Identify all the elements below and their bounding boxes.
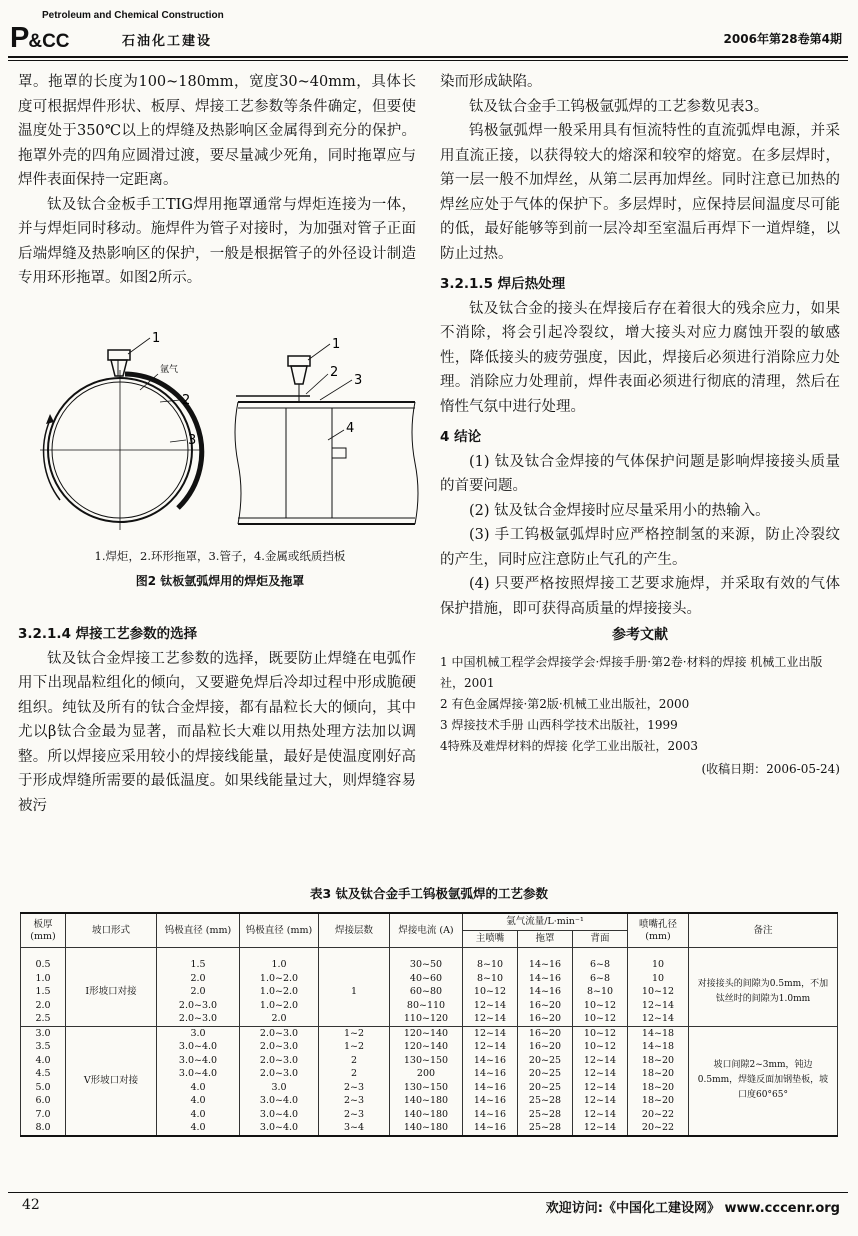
cell: 120~140 xyxy=(390,1026,463,1040)
th-argon: 氩气流量/L·min⁻¹ xyxy=(463,913,628,931)
cell: 14~16 xyxy=(463,1121,518,1136)
leader-line xyxy=(170,440,186,442)
cell: 10~12 xyxy=(573,1026,628,1040)
cell: 14~16 xyxy=(518,985,573,999)
cell: 12~14 xyxy=(573,1054,628,1068)
cell: 4.5 xyxy=(21,1067,66,1081)
cell: 18~20 xyxy=(628,1081,689,1095)
cell: 3.0~4.0 xyxy=(157,1067,240,1081)
th-back: 背面 xyxy=(573,931,628,948)
torch-body-2 xyxy=(288,356,310,366)
cell: 14~16 xyxy=(463,1108,518,1122)
cell: 18~20 xyxy=(628,1094,689,1108)
cell: 3.0~4.0 xyxy=(157,1040,240,1054)
cell: 2.0~3.0 xyxy=(240,1026,319,1040)
cell: 12~14 xyxy=(573,1067,628,1081)
cell: 10~12 xyxy=(573,999,628,1013)
cell: 3.5 xyxy=(21,1040,66,1054)
cell: 12~14 xyxy=(573,1081,628,1095)
conclusion-2: (2) 钛及钛合金焊接时应尽量采用小的热输入。 xyxy=(469,502,770,519)
cell: 2~3 xyxy=(319,1094,390,1108)
cell: 20~25 xyxy=(518,1081,573,1095)
cell: 80~110 xyxy=(390,999,463,1013)
cell: 3.0 xyxy=(240,1081,319,1095)
left-column-bottom xyxy=(18,622,416,818)
paragraph: 钛及钛合金焊接工艺参数的选择，既要防止焊缝在电弧作用下出现晶粒组化的倾向，又要避免焊后冷却过程中形成脆硬组织。纯钛及所有的钛合金焊接，都有晶粒长大的倾向，其中尤以β钛合金最为显著，而晶粒长大难以用热处理方法加以调整。所以焊接应采用较小的焊接线能量，最好是使温度刚好高于形成焊缝所需要的最低温度。如果线能量过大，则焊缝容易被污 xyxy=(18,650,416,814)
conclusion-1: (1) 钛及钛合金焊接的气体保护问题是影响焊接接头质量的首要问题。 xyxy=(440,453,840,494)
paragraph: 染而形成缺陷。 xyxy=(440,74,542,90)
cell: 12~14 xyxy=(463,1026,518,1040)
cell: 10~12 xyxy=(573,1012,628,1026)
cell: 1~2 xyxy=(319,1026,390,1040)
cell: 2.0~3.0 xyxy=(157,1012,240,1026)
section-heading: 3.2.1.5 焊后热处理 xyxy=(440,276,566,292)
cell: 16~20 xyxy=(518,1026,573,1040)
cell: 8~10 xyxy=(463,972,518,986)
header-rule-thin xyxy=(8,60,848,61)
note-group-1: 对接接头的间隙为0.5mm，不加钛丝时的间隙为1.0mm xyxy=(689,948,838,1027)
label-1: 1 xyxy=(152,331,161,346)
cell: 10~12 xyxy=(463,985,518,999)
layers-1: 1 xyxy=(319,948,390,1027)
header-rule xyxy=(8,56,848,58)
cell: 2~3 xyxy=(319,1108,390,1122)
cell: 130~150 xyxy=(390,1081,463,1095)
cell: 1.5 xyxy=(21,985,66,999)
cell: 16~20 xyxy=(518,999,573,1013)
parameters-table xyxy=(20,912,838,1137)
journal-logo xyxy=(10,20,70,60)
cell: 3.0~4.0 xyxy=(240,1121,319,1136)
cell: 14~16 xyxy=(463,1054,518,1068)
leader-line xyxy=(320,380,352,400)
leader-line xyxy=(306,374,328,394)
paragraph: 钛及钛合金板手工TIG焊用拖罩通常与焊炬连接为一体，并与焊炬同时移动。施焊件为管子对接时，为加强对管子正面后端焊缝及热影响区的保护，一般是根据管子的外径设计制造专用环形拖罩。如图2所示。 xyxy=(18,196,416,286)
cell: 2.0 xyxy=(21,999,66,1013)
pipe-break-right xyxy=(412,402,418,524)
cell: 1.0 xyxy=(240,948,319,972)
right-column xyxy=(440,70,840,781)
references-title: 参考文献 xyxy=(612,627,668,643)
cell: 3~4 xyxy=(319,1121,390,1136)
torch-nozzle xyxy=(111,360,127,376)
cell: 2.0~3.0 xyxy=(240,1054,319,1068)
cell: 4.0 xyxy=(157,1108,240,1122)
cell: 2.0 xyxy=(157,985,240,999)
table-caption: 表3 钛及钛合金手工钨极氩弧焊的工艺参数 xyxy=(309,886,549,901)
paragraph: 钛及钛合金手工钨极氩弧焊的工艺参数见表3。 xyxy=(469,98,769,115)
label-3: 3 xyxy=(188,433,197,448)
label-3b: 3 xyxy=(354,373,363,388)
th-trailing: 拖罩 xyxy=(518,931,573,948)
label-1b: 1 xyxy=(332,337,341,352)
leader-line xyxy=(128,338,150,354)
received-date: (收稿日期：2006-05-24) xyxy=(701,761,840,776)
th-main: 主喷嘴 xyxy=(463,931,518,948)
cell: 2.5 xyxy=(21,1012,66,1026)
cell: 5.0 xyxy=(21,1081,66,1095)
cell: 25~28 xyxy=(518,1121,573,1136)
gas-label: 氩气 xyxy=(160,365,179,375)
paragraph: 钛及钛合金的接头在焊接后存在着很大的残余应力，如果不消除，将会引起冷裂纹，增大接头对应力腐蚀开裂的敏感性，降低接头的疲劳强度，因此，焊接后必须进行消除应力处理。消除应力处理前，焊件表面必须进行彻底的清理，然后在惰性气氛中进行处理。 xyxy=(440,300,840,415)
cell: 16~20 xyxy=(518,1040,573,1054)
table-row xyxy=(21,948,838,972)
th-filler: 钨极直径 (mm) xyxy=(240,913,319,948)
torch-body xyxy=(108,350,130,360)
reference-item: 1 中国机械工程学会焊接学会·焊接手册·第2卷·材料的焊接 机械工业出版社，2001 xyxy=(440,654,823,690)
cell: 12~14 xyxy=(628,1012,689,1026)
cell: 140~180 xyxy=(390,1121,463,1136)
cell: 2.0 xyxy=(240,1012,319,1026)
figure-legend: 1.焊炬，2.环形拖罩，3.管子，4.金属或纸质挡板 xyxy=(94,549,346,563)
cell: 10~12 xyxy=(573,1040,628,1054)
cell: 140~180 xyxy=(390,1094,463,1108)
cell: 4.0 xyxy=(157,1081,240,1095)
reference-item: 2 有色金属焊接·第2版·机械工业出版社，2000 xyxy=(440,696,690,711)
cell: 20~25 xyxy=(518,1067,573,1081)
cell: 1.0~2.0 xyxy=(240,985,319,999)
journal-english-title: Petroleum and Chemical Construction xyxy=(42,10,224,21)
th-nozzle: 喷嘴孔径 (mm) xyxy=(628,913,689,948)
cell: 14~18 xyxy=(628,1040,689,1054)
groove-v: V形坡口对接 xyxy=(66,1026,157,1136)
conclusion-3: (3) 手工钨极氩弧焊时应严格控制氢的来源，防止冷裂纹的产生，同时应注意防止气孔的产生。 xyxy=(440,527,840,568)
groove-i: I形坡口对接 xyxy=(66,948,157,1027)
label-2b: 2 xyxy=(330,365,339,380)
plug xyxy=(332,448,346,458)
cell: 3.0~4.0 xyxy=(157,1054,240,1068)
cell: 120~140 xyxy=(390,1040,463,1054)
cell: 12~14 xyxy=(573,1108,628,1122)
cell: 1.0~2.0 xyxy=(240,999,319,1013)
cell: 12~14 xyxy=(463,999,518,1013)
conclusion-4: (4) 只要严格按照焊接工艺要求施焊，并采取有效的气体保护措施，即可获得高质量的焊接接头。 xyxy=(440,576,840,617)
cell: 2 xyxy=(319,1054,390,1068)
cell: 1.0~2.0 xyxy=(240,972,319,986)
cell: 14~18 xyxy=(628,1026,689,1040)
paragraph: 罩。拖罩的长度为100~180mm，宽度30~40mm，具体长度可根据焊件形状、板厚、焊接工艺参数等条件确定，但要使温度处于350℃以上的焊缝及热影响区金属得到充分的保护。拖罩外壳的四角应圆滑过渡，要尽量减少死角，同时拖罩应与焊件表面保持一定距离。 xyxy=(18,74,416,188)
left-column-top xyxy=(18,70,416,291)
cell: 3.0~4.0 xyxy=(240,1094,319,1108)
logo-p: P xyxy=(10,22,29,54)
cell: 25~28 xyxy=(518,1108,573,1122)
cell: 3.0 xyxy=(157,1026,240,1040)
cell: 12~14 xyxy=(463,1040,518,1054)
label-2: 2 xyxy=(182,393,191,408)
reference-item: 4特殊及难焊材料的焊接 化学工业出版社，2003 xyxy=(440,738,698,753)
figure-2-diagram xyxy=(10,330,430,545)
cell: 1.5 xyxy=(157,948,240,972)
th-groove: 坡口形式 xyxy=(66,913,157,948)
figure-caption: 图2 钛板氩弧焊用的焊炬及拖罩 xyxy=(135,574,305,588)
cell: 12~14 xyxy=(573,1094,628,1108)
cell: 20~25 xyxy=(518,1054,573,1068)
cell: 8~10 xyxy=(573,985,628,999)
cell: 2.0~3.0 xyxy=(157,999,240,1013)
pipe-break-left xyxy=(235,402,241,524)
cell: 14~16 xyxy=(518,948,573,972)
cell: 2~3 xyxy=(319,1081,390,1095)
journal-chinese-title: 石油化工建设 xyxy=(122,34,213,49)
cell: 30~50 xyxy=(390,948,463,972)
cell: 10 xyxy=(628,948,689,972)
section-heading: 4 结论 xyxy=(440,429,482,445)
cell: 0.5 xyxy=(21,948,66,972)
cell: 4.0 xyxy=(157,1121,240,1136)
cell: 130~150 xyxy=(390,1054,463,1068)
cell: 110~120 xyxy=(390,1012,463,1026)
cell: 1~2 xyxy=(319,1040,390,1054)
cell: 200 xyxy=(390,1067,463,1081)
cell: 12~14 xyxy=(628,999,689,1013)
th-current: 焊接电流 (A) xyxy=(390,913,463,948)
cell: 20~22 xyxy=(628,1121,689,1136)
paragraph: 钨极氩弧焊一般采用具有恒流特性的直流弧焊电源，并采用直流正接，以获得较大的熔深和较窄的熔宽。在多层焊时，第一层一般不加焊丝，从第二层再加焊丝。同时注意已加热的焊丝应处于气体的保护下。多层焊时，应保持层间温度尽可能的低，最好能够等到前一层冷却至室温后再焊下一道焊缝，以防止过热。 xyxy=(440,123,840,262)
cell: 12~14 xyxy=(573,1121,628,1136)
cell: 10 xyxy=(628,972,689,986)
cell: 1.0 xyxy=(21,972,66,986)
cell: 60~80 xyxy=(390,985,463,999)
cell: 3.0 xyxy=(21,1026,66,1040)
cell: 6~8 xyxy=(573,948,628,972)
leader-line xyxy=(308,344,330,360)
cell: 18~20 xyxy=(628,1054,689,1068)
cell: 14~16 xyxy=(463,1094,518,1108)
footer-website[interactable]: 欢迎访问:《中国化工建设网》 www.cccenr.org xyxy=(545,1201,840,1216)
cell: 2.0~3.0 xyxy=(240,1040,319,1054)
cell: 140~180 xyxy=(390,1108,463,1122)
cell: 10~12 xyxy=(628,985,689,999)
th-thickness: 板厚 (mm) xyxy=(21,913,66,948)
cell: 8~10 xyxy=(463,948,518,972)
label-4: 4 xyxy=(346,421,355,436)
rotation-arrow xyxy=(44,420,60,500)
section-heading: 3.2.1.4 焊接工艺参数的选择 xyxy=(18,626,198,642)
note-group-2: 坡口间隙2~3mm，钝边0.5mm，焊缝反面加钢垫板，坡口度60°65° xyxy=(689,1026,838,1136)
cell: 6.0 xyxy=(21,1094,66,1108)
cell: 6~8 xyxy=(573,972,628,986)
leader-line xyxy=(160,400,180,402)
torch-nozzle-2 xyxy=(291,366,307,384)
cell: 14~16 xyxy=(518,972,573,986)
cell: 2.0~3.0 xyxy=(240,1067,319,1081)
reference-item: 3 焊接技术手册 山西科学技术出版社，1999 xyxy=(440,717,678,732)
cell: 8.0 xyxy=(21,1121,66,1136)
page-number: 42 xyxy=(22,1197,40,1213)
cell: 25~28 xyxy=(518,1094,573,1108)
cell: 40~60 xyxy=(390,972,463,986)
cell: 20~22 xyxy=(628,1108,689,1122)
th-remarks: 备注 xyxy=(689,913,838,948)
cell: 2.0 xyxy=(157,972,240,986)
cell: 12~14 xyxy=(463,1012,518,1026)
cell: 2 xyxy=(319,1067,390,1081)
cell: 7.0 xyxy=(21,1108,66,1122)
th-layers: 焊接层数 xyxy=(319,913,390,948)
cell: 4.0 xyxy=(157,1094,240,1108)
cell: 14~16 xyxy=(463,1081,518,1095)
footer-rule xyxy=(8,1192,848,1193)
cell: 18~20 xyxy=(628,1067,689,1081)
logo-rest: &CC xyxy=(28,31,70,52)
table-row xyxy=(21,1026,838,1040)
th-electrode: 钨极直径 (mm) xyxy=(157,913,240,948)
cell: 3.0~4.0 xyxy=(240,1108,319,1122)
cell: 16~20 xyxy=(518,1012,573,1026)
issue-info: 2006年第28卷第4期 xyxy=(723,32,842,46)
cell: 14~16 xyxy=(463,1067,518,1081)
cell: 4.0 xyxy=(21,1054,66,1068)
leader-line xyxy=(328,430,344,440)
